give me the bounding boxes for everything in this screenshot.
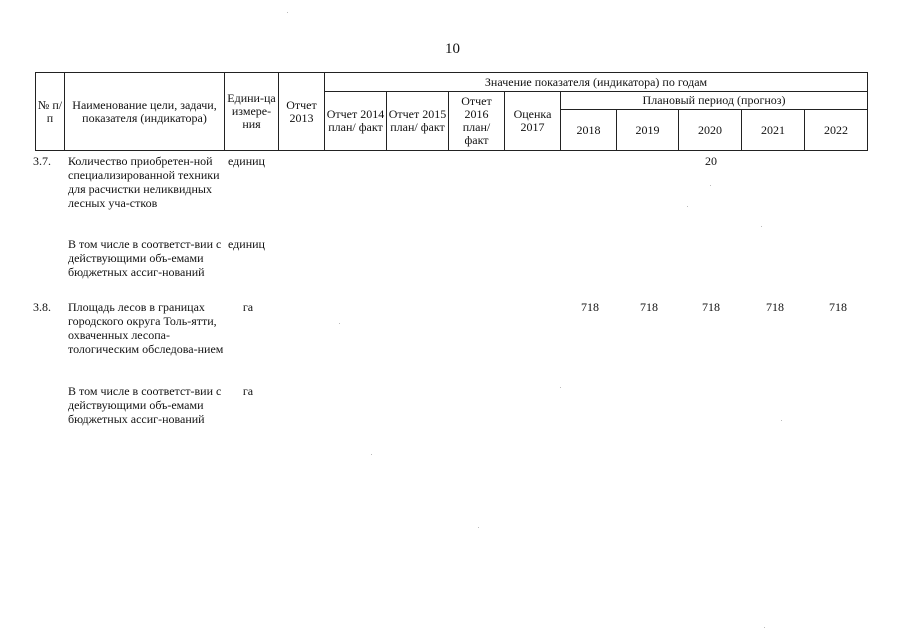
row-3-8-sub-name: В том числе в соответст-вии с действующими объ-емами бюджетных ассиг-нований [68, 384, 222, 426]
scan-speck [371, 454, 372, 455]
row-3-8-value-2022: 718 [829, 300, 847, 314]
header-2015: Отчет 2015 план/ факт [387, 92, 449, 151]
header-year-2018: 2018 [561, 110, 617, 151]
scan-speck [478, 527, 479, 528]
header-num: № п/п [36, 73, 65, 151]
header-plan-period: Плановый период (прогноз) [561, 92, 868, 110]
row-3-8-value-2020: 718 [702, 300, 720, 314]
row-3-8-sub-unit: га [242, 384, 254, 398]
header-unit: Едини-ца измере-ния [225, 73, 279, 151]
row-3-8-unit: га [242, 300, 254, 314]
header-2017: Оценка 2017 [505, 92, 561, 151]
scan-speck [287, 12, 288, 13]
scan-speck [687, 206, 688, 207]
row-3-8-number: 3.8. [33, 300, 51, 314]
row-3-7-name: Количество приобретен-ной специализированной техники для расчистки неликвидных лесных уча-стков [68, 154, 220, 210]
header-year-2020: 2020 [679, 110, 742, 151]
scan-speck [781, 420, 782, 421]
header-2014: Отчет 2014 план/ факт [325, 92, 387, 151]
header-year-2021: 2021 [742, 110, 805, 151]
row-3-8-value-2019: 718 [640, 300, 658, 314]
indicator-table-header [35, 72, 868, 151]
scan-speck [764, 627, 765, 628]
row-3-8-value-2018: 718 [581, 300, 599, 314]
row-3-7-sub-unit: единиц [228, 237, 265, 251]
row-3-8-value-2021: 718 [766, 300, 784, 314]
header-year-2022: 2022 [805, 110, 868, 151]
header-values-by-year: Значение показателя (индикатора) по годам [325, 73, 868, 92]
header-2013: Отчет 2013 [279, 73, 325, 151]
scan-speck [560, 387, 561, 388]
row-3-7-value-2020: 20 [705, 154, 717, 168]
header-2016: Отчет 2016 план/ факт [449, 92, 505, 151]
row-3-7-sub-name: В том числе в соответст-вии с действующими объ-емами бюджетных ассиг-нований [68, 237, 222, 279]
scan-speck [710, 185, 711, 186]
page-number: 10 [445, 41, 460, 57]
header-year-2019: 2019 [617, 110, 679, 151]
row-3-8-name: Площадь лесов в границах городского округа Толь-ятти, охваченных лесопа-тологическим обследова-нием [68, 300, 224, 356]
row-3-7-number: 3.7. [33, 154, 51, 168]
header-name: Наименование цели, задачи, показателя (индикатора) [65, 73, 225, 151]
scan-speck [339, 323, 340, 324]
scan-speck [761, 226, 762, 227]
row-3-7-unit: единиц [228, 154, 265, 168]
